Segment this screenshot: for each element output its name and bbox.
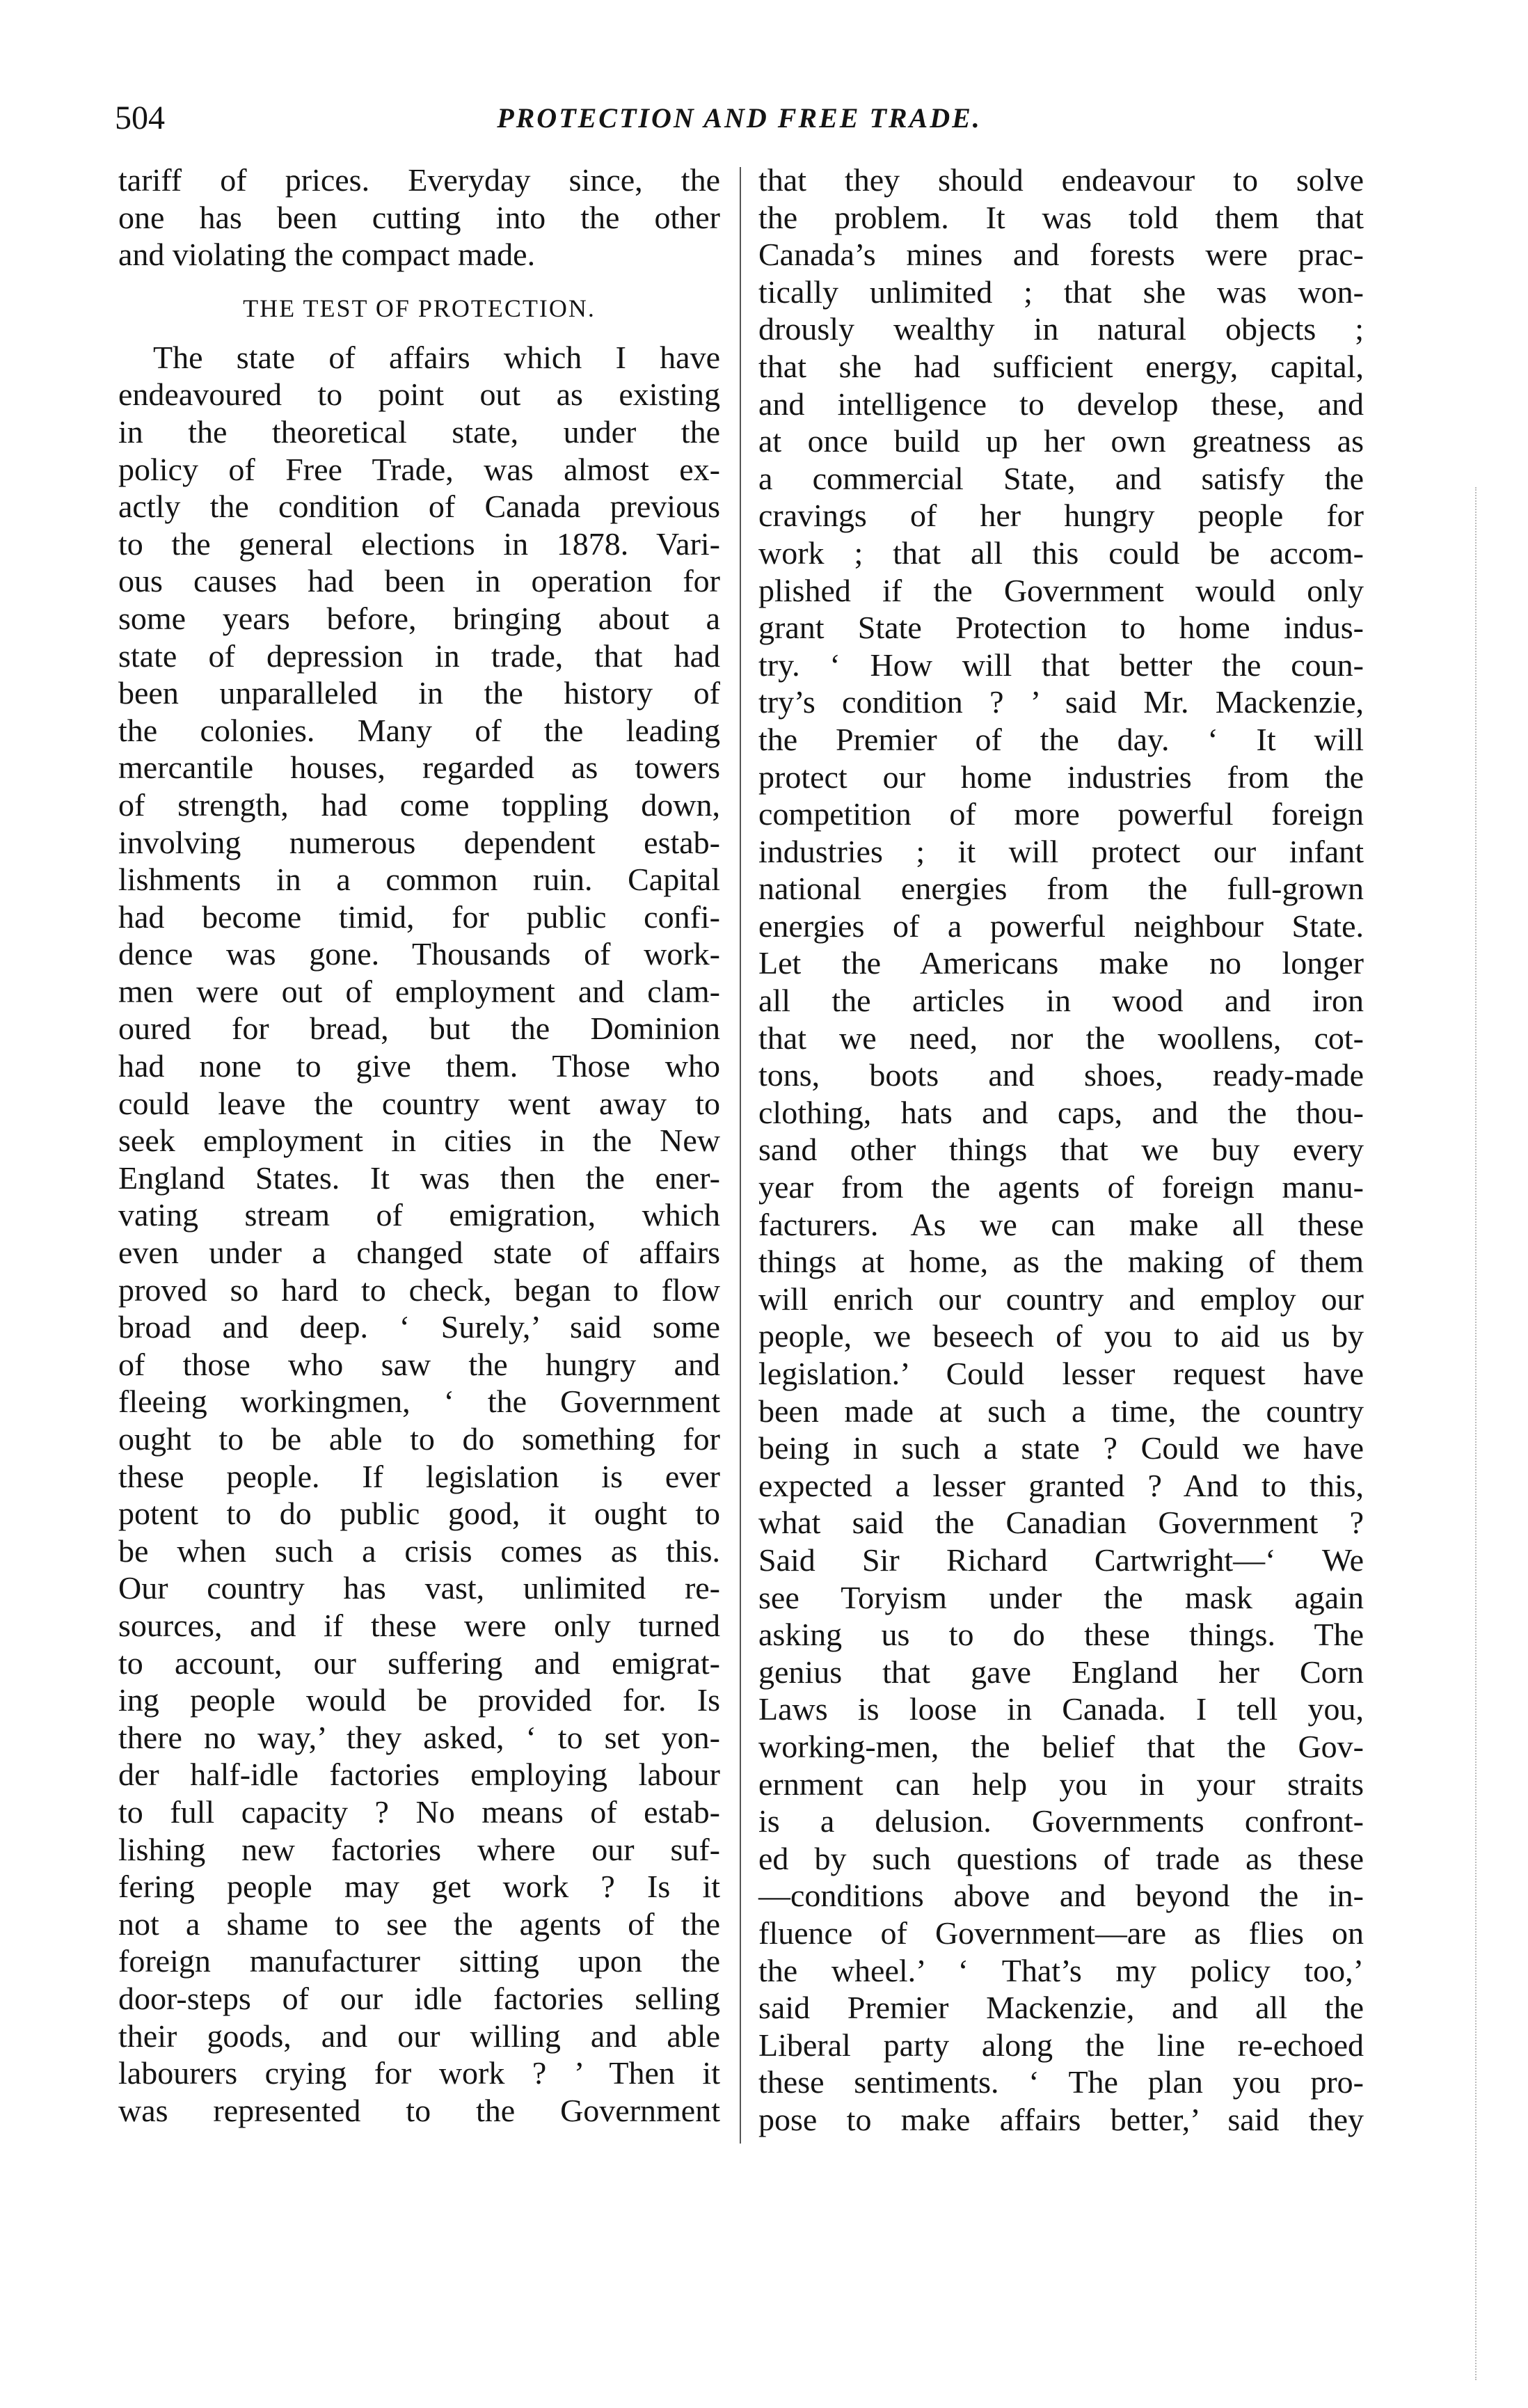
section-heading: THE TEST OF PROTECTION. [243,294,596,322]
text-line: seek employment in cities in the New [118,1123,720,1159]
text-line: lishments in a common ruin. Capital [118,862,720,898]
running-head: PROTECTION AND FREE TRADE. [497,102,982,134]
text-line: working-men, the belief that the Gov- [758,1728,1364,1764]
text-line: be when such a crisis comes as this. [118,1532,720,1569]
text-line: involving numerous dependent estab- [118,824,720,860]
text-line: had none to give them. Those who [118,1048,720,1084]
text-line: the problem. It was told them that [758,199,1364,235]
text-line: not a shame to see the agents of the [118,1906,720,1942]
text-line: Said Sir Richard Cartwright—‘ We [758,1542,1364,1578]
text-line: vating stream of emigration, which [118,1197,720,1233]
text-line: sources, and if these were only turned [118,1607,720,1643]
text-line: ought to be able to do something for [118,1421,720,1457]
text-line: been unparalleled in the history of [118,675,720,711]
text-line: ernment can help you in your straits [758,1766,1364,1802]
text-line: facturers. As we can make all these [758,1206,1364,1242]
text-line: industries ; it will protect our infant [758,833,1364,869]
text-line: national energies from the full-grown [758,871,1364,907]
text-line: these sentiments. ‘ The plan you pro- [758,2064,1364,2100]
text-line: one has been cutting into the other [118,199,720,235]
text-line: of those who saw the hungry and [118,1346,720,1382]
text-line: broad and deep. ‘ Surely,’ said some [118,1309,720,1345]
text-line: tariff of prices. Everyday since, the [118,162,720,198]
text-line: energies of a powerful neighbour State. [758,908,1364,944]
text-line: some years before, bringing about a [118,600,720,636]
text-line: cravings of her hungry people for [758,498,1364,534]
text-line: at once build up her own greatness as [758,423,1364,459]
text-line: door-steps of our idle factories selling [118,1980,720,2016]
text-line: ing people would be provided for. Is [118,1682,720,1718]
text-line: there no way,’ they asked, ‘ to set yon- [118,1719,720,1755]
text-line: to full capacity ? No means of estab- [118,1793,720,1830]
text-line: Laws is loose in Canada. I tell you, [758,1691,1364,1727]
text-line: a commercial State, and satisfy the [758,460,1364,496]
text-line: in the theoretical state, under the [118,413,720,450]
text-line: The state of affairs which I have [153,339,720,375]
text-line: was represented to the Government [118,2092,720,2128]
text-line: drously wealthy in natural objects ; [758,311,1364,347]
text-line: actly the condition of Canada previous [118,489,720,525]
text-line: Canada’s mines and forests were prac- [758,237,1364,273]
text-line: genius that gave England her Corn [758,1654,1364,1690]
text-line: what said the Canadian Government ? [758,1505,1364,1541]
text-line: fering people may get work ? Is it [118,1869,720,1905]
text-line: pose to make affairs better,’ said they [758,2101,1364,2137]
text-line: Let the Americans make no longer [758,945,1364,981]
text-line: men were out of employment and clam- [118,973,720,1009]
text-line: is a delusion. Governments confront- [758,1803,1364,1839]
text-line: see Toryism under the mask again [758,1579,1364,1615]
text-line: asking us to do these things. The [758,1617,1364,1653]
text-line: to account, our suffering and emigrat- [118,1645,720,1681]
text-line: sand other things that we buy every [758,1132,1364,1168]
text-line: fluence of Government—are as flies on [758,1915,1364,1951]
text-line: being in such a state ? Could we have [758,1430,1364,1466]
text-line: tons, boots and shoes, ready-made [758,1057,1364,1093]
text-line: potent to do public good, it ought to [118,1496,720,1532]
text-line: competition of more powerful foreign [758,796,1364,832]
text-line: fleeing workingmen, ‘ the Government [118,1384,720,1420]
text-line: and intelligence to develop these, and [758,386,1364,422]
text-line: that we need, nor the woollens, cot- [758,1020,1364,1056]
text-line: these people. If legislation is ever [118,1458,720,1494]
text-line: foreign manufacturer sitting upon the [118,1943,720,1979]
page-number: 504 [115,100,165,136]
column-divider [740,167,741,2144]
text-line: policy of Free Trade, was almost ex- [118,451,720,487]
text-line: been made at such a time, the country [758,1393,1364,1429]
text-line: proved so hard to check, began to flow [118,1272,720,1308]
text-line: labourers crying for work ? ’ Then it [118,2055,720,2091]
text-line: could leave the country went away to [118,1085,720,1121]
text-line: even under a changed state of affairs [118,1235,720,1271]
right-column [758,161,1364,2138]
text-line: of strength, had come toppling down, [118,786,720,823]
text-line: lishing new factories where our suf- [118,1831,720,1867]
text-line: year from the agents of foreign manu- [758,1169,1364,1205]
text-line: protect our home industries from the [758,759,1364,795]
text-line: their goods, and our willing and able [118,2018,720,2054]
text-line: mercantile houses, regarded as towers [118,750,720,786]
text-line: the Premier of the day. ‘ It will [758,721,1364,757]
text-line: ed by such questions of trade as these [758,1840,1364,1876]
text-line: —conditions above and beyond the in- [758,1878,1364,1914]
text-line: to the general elections in 1878. Vari- [118,525,720,562]
text-line: the wheel.’ ‘ That’s my policy too,’ [758,1952,1364,1988]
text-line: der half-idle factories employing labour [118,1757,720,1793]
text-line: state of depression in trade, that had [118,637,720,674]
text-line: clothing, hats and caps, and the thou- [758,1094,1364,1130]
text-line: dence was gone. Thousands of work- [118,936,720,972]
text-line: the colonies. Many of the leading [118,712,720,748]
text-line: try. ‘ How will that better the coun- [758,647,1364,683]
page-header [115,97,1364,146]
text-line: grant State Protection to home indus- [758,610,1364,646]
text-line: ous causes had been in operation for [118,563,720,599]
text-line: that they should endeavour to solve [758,162,1364,198]
text-line: and violating the compact made. [118,237,536,273]
text-line: work ; that all this could be accom- [758,534,1364,571]
left-column [118,161,720,2129]
text-line: try’s condition ? ’ said Mr. Mackenzie, [758,684,1364,720]
text-line: Our country has vast, unlimited re- [118,1570,720,1606]
text-line: oured for bread, but the Dominion [118,1011,720,1047]
text-line: people, we beseech of you to aid us by [758,1318,1364,1354]
text-line: Liberal party along the line re-echoed [758,2027,1364,2063]
text-line: plished if the Government would only [758,572,1364,608]
text-line: all the articles in wood and iron [758,983,1364,1019]
text-line: England States. It was then the ener- [118,1159,720,1196]
text-line: that she had sufficient energy, capital, [758,348,1364,384]
text-line: said Premier Mackenzie, and all the [758,1990,1364,2026]
text-line: legislation.’ Could lesser request have [758,1356,1364,1391]
text-line: expected a lesser granted ? And to this, [758,1467,1364,1503]
text-line: will enrich our country and employ our [758,1281,1364,1317]
text-line: things at home, as the making of them [758,1244,1364,1280]
text-line: had become timid, for public confi- [118,898,720,935]
text-line: tically unlimited ; that she was won- [758,274,1364,310]
scan-edge-marks [1475,487,1479,2380]
text-line: endeavoured to point out as existing [118,377,720,413]
